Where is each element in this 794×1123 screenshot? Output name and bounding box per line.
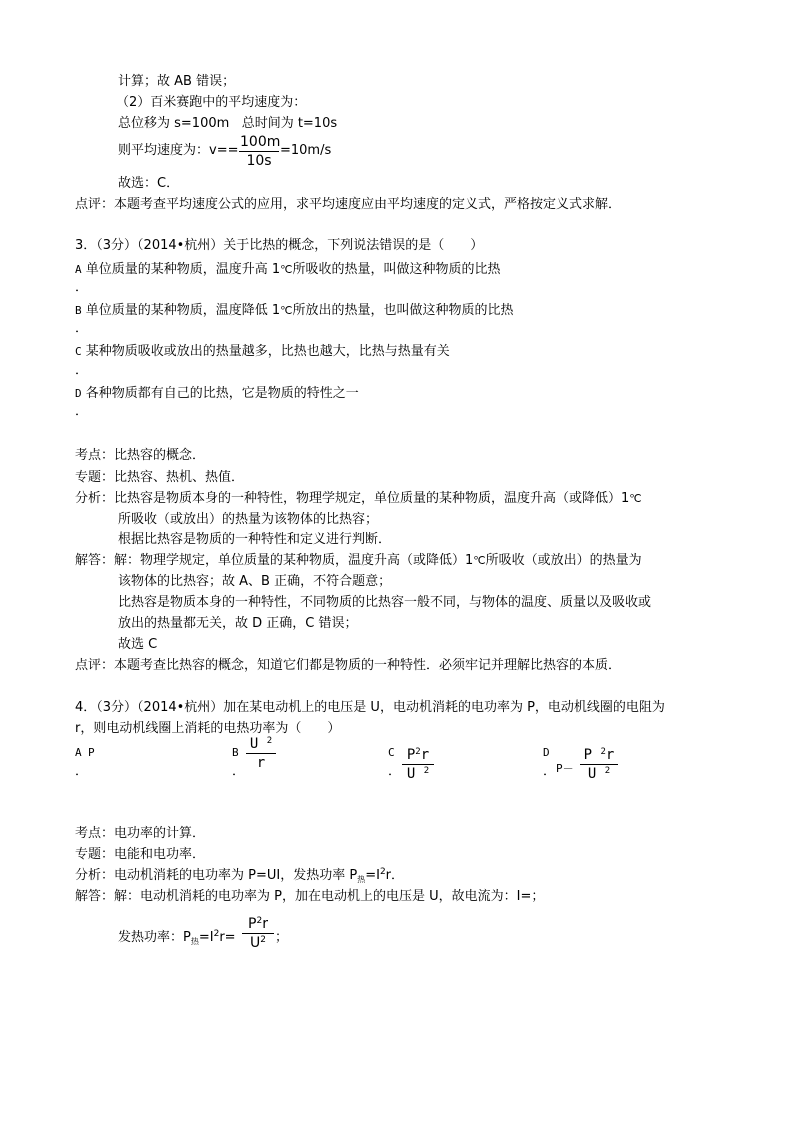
q4-option-b-fraction: U $^2$ r [246, 736, 276, 771]
option-dot: ． [543, 764, 557, 779]
q4-option-d-prefix: P－ [556, 762, 574, 775]
q4-zhuanti: 专题：电能和电功率． [75, 847, 206, 862]
q3-jieda: 解答：解：物理学规定，单位质量的某种物质，温度升高（或降低）1℃所吸收（或放出）的热量为 [75, 553, 642, 568]
q3-jieda-2: 该物体的比热容；故 A、B 正确，不符合题意； [118, 574, 392, 589]
q2-total-time: 总时间为 t=10s [241, 116, 338, 131]
q4-stem-2: r，则电动机线圈上消耗的电热功率为（ ） [75, 721, 341, 736]
q4-jieda: 解答：解：电动机消耗的电功率为 P，加在电动机上的电压是 U，故电流为：I=； [75, 889, 545, 904]
fenxi-label: 分析： [75, 491, 115, 506]
zhuanti-label: 专题： [75, 470, 115, 485]
q4-stem-1: 4．（3分）（2014•杭州）加在某电动机上的电压是 U，电动机消耗的电功率为 P，电动机线圈的电阻为 [75, 700, 665, 715]
q2-fraction-denominator: 10s [246, 153, 272, 169]
q4-option-b-letter: B [232, 746, 239, 759]
q3-fenxi-3: 根据比热容是物质的一种特性和定义进行判断． [118, 532, 392, 547]
option-letter: B [75, 304, 82, 317]
option-dot: ． [75, 280, 89, 295]
q3-zhuanti: 专题：比热容、热机、热值． [75, 470, 245, 485]
zhuanti-label: 专题： [75, 847, 115, 862]
q3-option-d: D 各种物质都有自己的比热，它是物质的特性之一 [75, 386, 359, 401]
q4-heat-power-fraction: $P^2r$ $U^2$ [242, 916, 274, 951]
q2-avg-speed-suffix: =10m/s [280, 143, 332, 158]
jieda-label: 解答： [75, 553, 115, 568]
q2-avg-speed-prefix: 则平均速度为：v== [118, 143, 239, 158]
option-dot: ． [75, 404, 89, 419]
option-dot: ． [75, 321, 89, 336]
q4-heat-power-suffix: ； [275, 930, 289, 945]
kaodian-label: 考点： [75, 826, 115, 841]
q2-line-2: （2）百米赛跑中的平均速度为： [116, 95, 307, 110]
jieda-label: 解答： [75, 889, 115, 904]
q3-jieda-4: 放出的热量都无关，故 D 正确，C 错误； [118, 616, 358, 631]
fenxi-label: 分析： [75, 868, 115, 883]
q4-option-a-text: P [88, 746, 95, 759]
q4-option-c-fraction: $P^2r$ U $^2$ [402, 747, 434, 782]
q3-fenxi-2: 所吸收（或放出）的热量为该物体的比热容； [118, 512, 379, 527]
q4-option-a-letter: A [75, 746, 82, 759]
option-letter: D [75, 387, 82, 400]
q3-option-a: A 单位质量的某种物质，温度升高 1℃所吸收的热量，叫做这种物质的比热 [75, 262, 501, 277]
option-dot: ． [75, 764, 89, 779]
q3-dianping: 点评：本题考查比热容的概念，知道它们都是物质的一种特性．必须牢记并理解比热容的本质． [75, 658, 622, 673]
option-letter: C [75, 345, 82, 358]
q4-option-d-fraction: P $^2$r U $^2$ [580, 747, 618, 782]
q2-comment [75, 197, 621, 213]
q2-avg-speed-fraction [239, 134, 279, 169]
option-dot: ． [75, 363, 89, 378]
q2-line-1: 计算；故 AB 错误； [118, 74, 236, 89]
comment-label: 点评： [75, 197, 115, 212]
q4-kaodian: 考点：电功率的计算． [75, 826, 206, 841]
q3-option-b: B 单位质量的某种物质，温度降低 1℃所放出的热量，也叫做这种物质的比热 [75, 303, 514, 318]
kaodian-label: 考点： [75, 448, 115, 463]
q2-fraction-numerator: 100m [240, 134, 281, 150]
comment-text: 本题考查平均速度公式的应用，求平均速度应由平均速度的定义式，严格按定义式求解． [114, 197, 622, 212]
dianping-label: 点评： [75, 658, 115, 673]
q3-option-c: C 某种物质吸收或放出的热量越多，比热也越大，比热与热量有关 [75, 344, 450, 359]
q3-jieda-3: 比热容是物质本身的一种特性，不同物质的比热容一般不同，与物体的温度、质量以及吸收或 [118, 595, 652, 610]
q4-option-c-letter: C [388, 746, 395, 759]
option-dot: ． [232, 764, 246, 779]
q4-option-d-letter: D [543, 746, 550, 759]
q3-stem: 3．（3分）（2014•杭州）关于比热的概念，下列说法错误的是（ ） [75, 238, 484, 253]
option-letter: A [75, 263, 82, 276]
q3-kaodian: 考点：比热容的概念． [75, 448, 206, 463]
q2-total-displacement: 总位移为 s=100m [118, 116, 230, 131]
q4-heat-power-prefix: 发热功率：$P_热=I^2r=$ [118, 929, 236, 946]
q2-answer: 故选：C． [118, 176, 180, 191]
option-dot: ． [388, 764, 402, 779]
q3-jieda-5: 故选 C [118, 637, 158, 652]
q3-fenxi: 分析：比热容是物质本身的一种特性，物理学规定，单位质量的某种物质，温度升高（或降低）1℃ [75, 491, 642, 506]
q2-line-3 [118, 116, 337, 132]
q4-fenxi: 分析：电动机消耗的电功率为 P=UI，发热功率 $P_热=I^2r$． [75, 867, 405, 884]
